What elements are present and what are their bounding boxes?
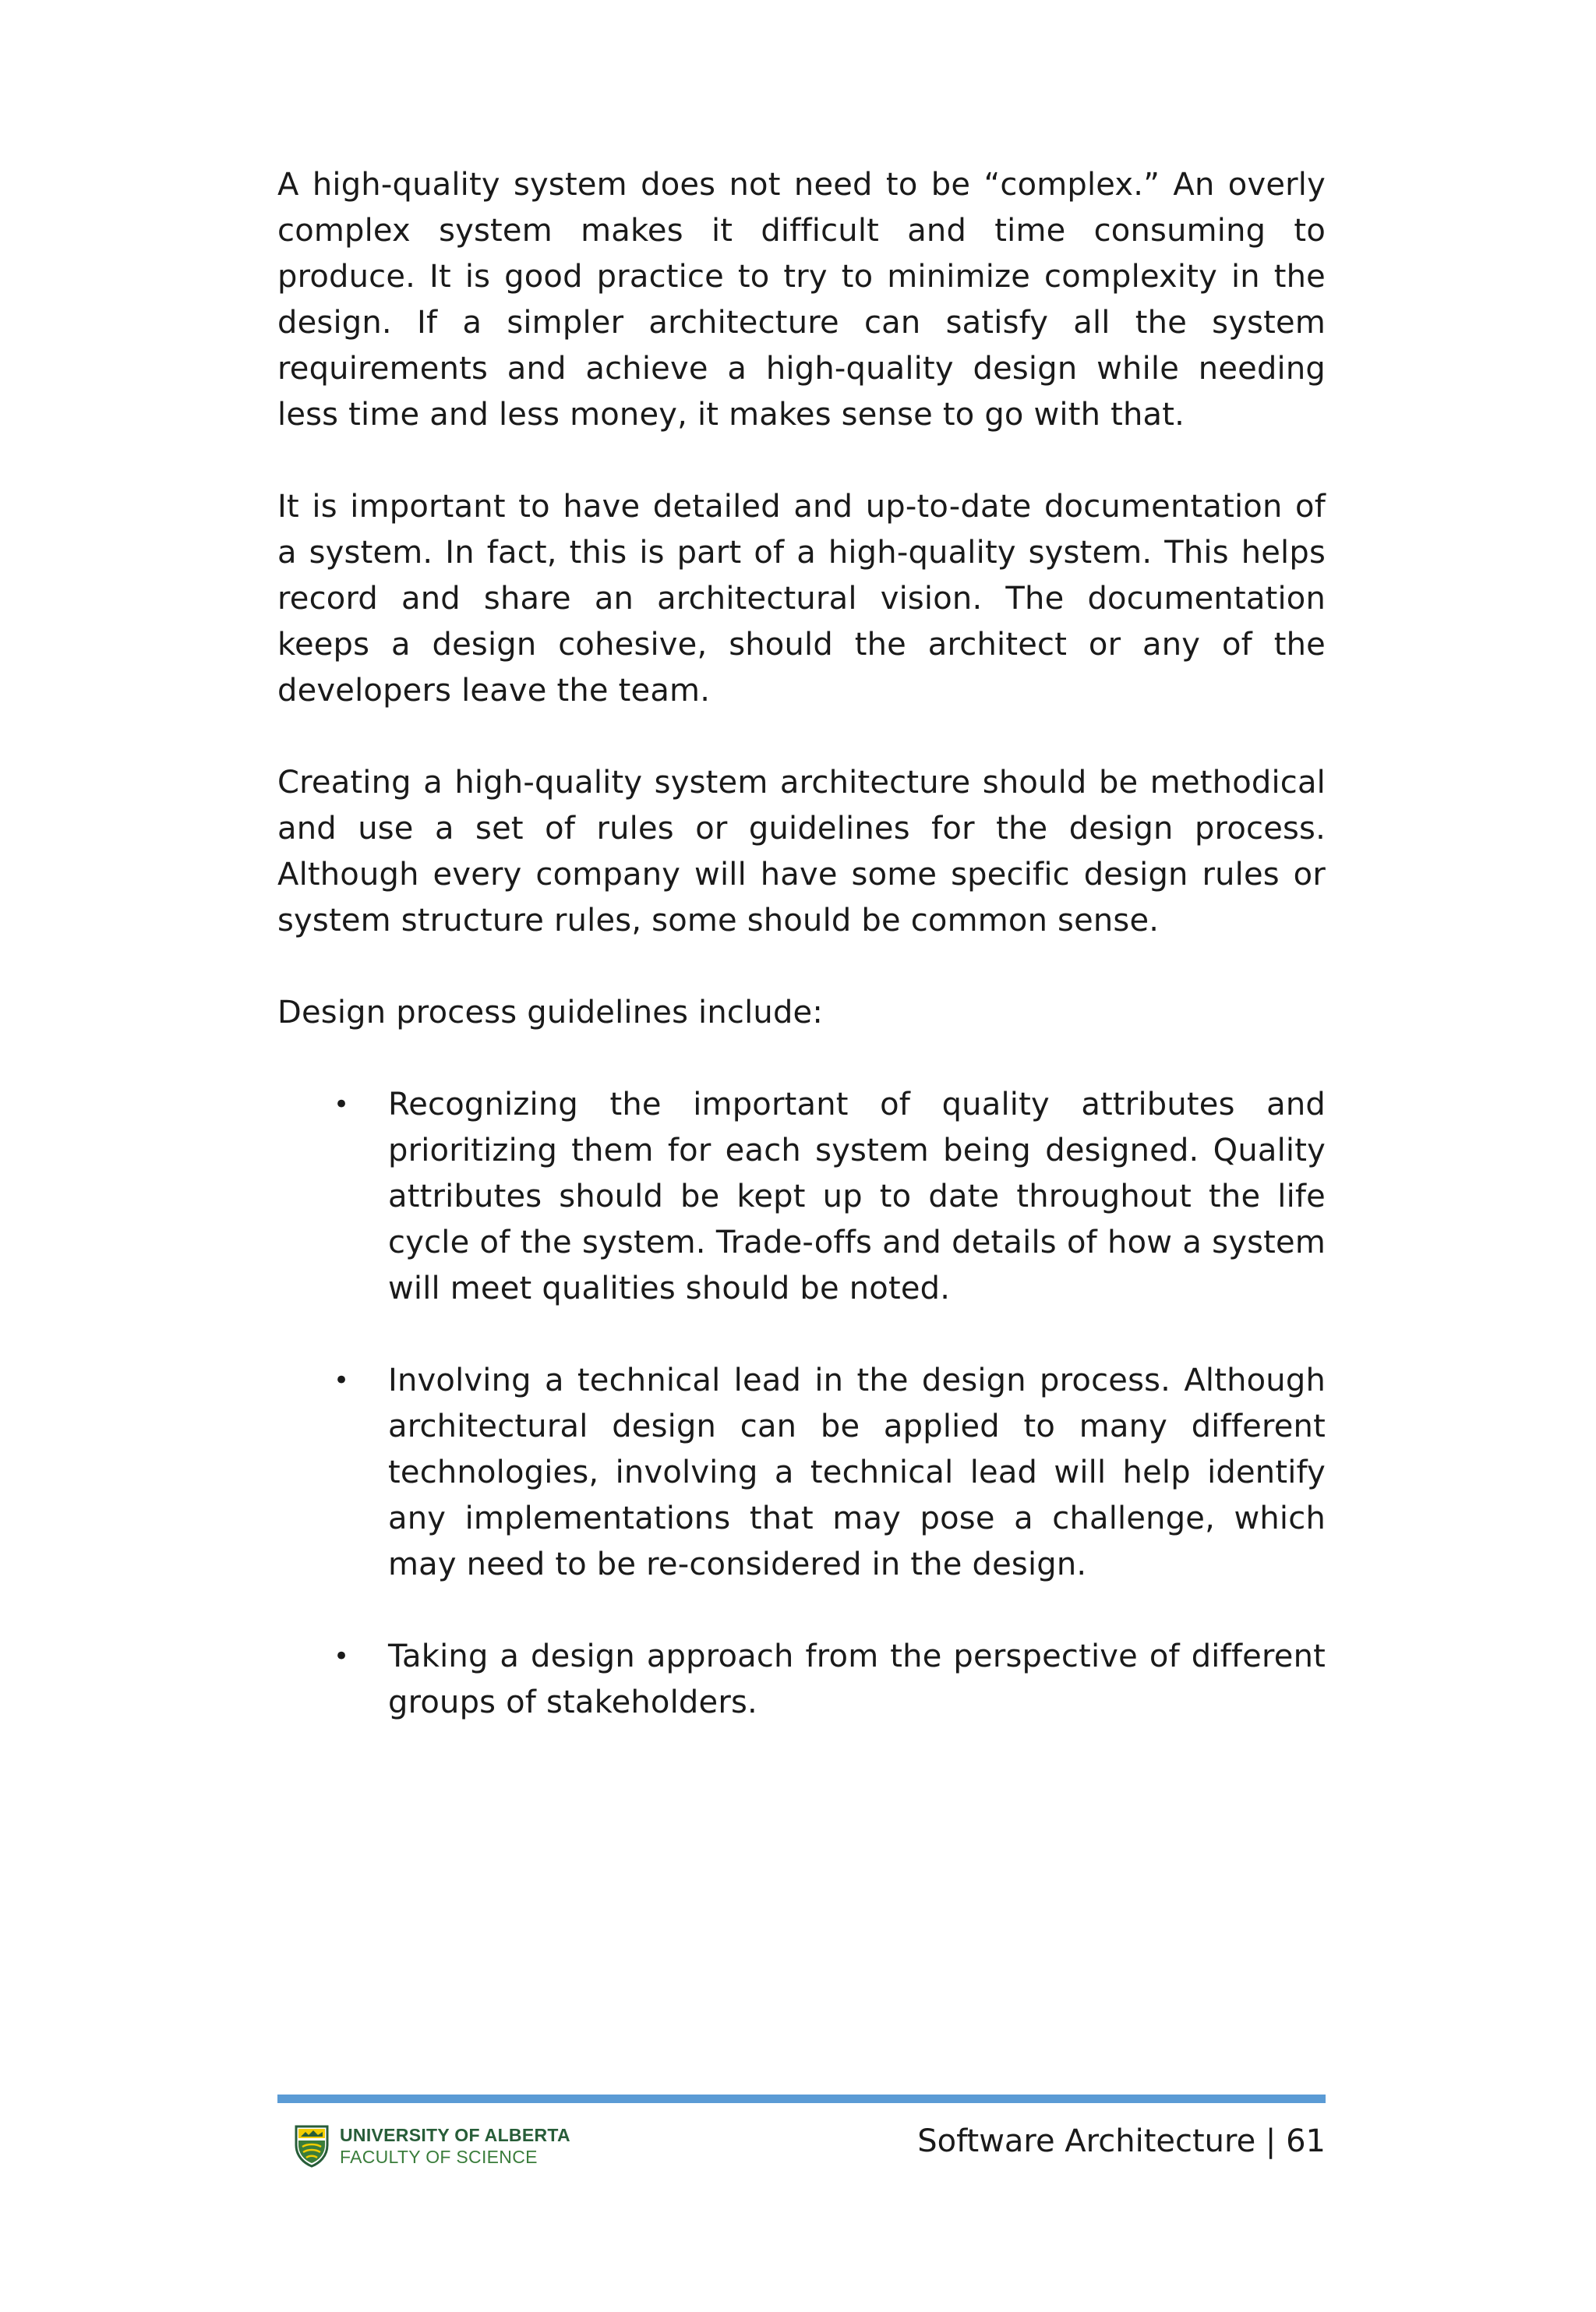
list-item: [277, 1358, 1326, 1588]
list-item: [277, 1082, 1326, 1312]
bullet-icon: •: [334, 1089, 350, 1120]
university-shield-icon: [293, 2123, 330, 2169]
guidelines-list: [277, 1082, 1326, 1726]
page-number-label: Software Architecture | 61: [917, 2123, 1326, 2159]
bullet-icon: •: [334, 1365, 350, 1396]
list-item-text: Involving a technical lead in the design process. Although architectural design can be applied to many different technologies, involving a technical lead will help identify any implementations that may pose a challenge, which may need to be re-considered in the design.: [388, 1363, 1326, 1582]
bullet-icon: •: [334, 1641, 350, 1672]
list-item: [277, 1634, 1326, 1726]
paragraph-2: It is important to have detailed and up-to-date documentation of a system. In fact, this is part of a high-quality system. This helps record and share an architectural vision. The documentation keeps a design cohesive, should the architect or any of the developers leave the team.: [277, 489, 1326, 709]
paragraph-1: A high-quality system does not need to be “complex.” An overly complex system makes it difficult and time consuming to produce. It is good practice to try to minimize complexity in the design. If a simpler architecture can satisfy all the system requirements and achieve a high-quality design while needing less time and less money, it makes sense to go with that.: [277, 167, 1326, 433]
university-logo: [293, 2123, 570, 2169]
paragraph-3: Creating a high-quality system architecture should be methodical and use a set of rules or guidelines for the design process. Although every company will have some specific design rules or system structure rules, some should be common sense.: [277, 765, 1326, 939]
list-intro: Design process guidelines include:: [277, 995, 824, 1031]
list-item-text: Taking a design approach from the perspective of different groups of stakeholders.: [388, 1639, 1326, 1720]
logo-university-name: UNIVERSITY OF ALBERTA: [340, 2125, 570, 2145]
page-body: [277, 162, 1326, 1772]
footer-divider: [277, 2095, 1326, 2103]
list-item-text: Recognizing the important of quality attributes and prioritizing them for each system being designed. Quality attributes should be kept up to date throughout the life cycle of the system. Trade-offs and details of how a system will meet qualities should be noted.: [388, 1087, 1326, 1306]
logo-faculty-name: FACULTY OF SCIENCE: [340, 2147, 538, 2167]
